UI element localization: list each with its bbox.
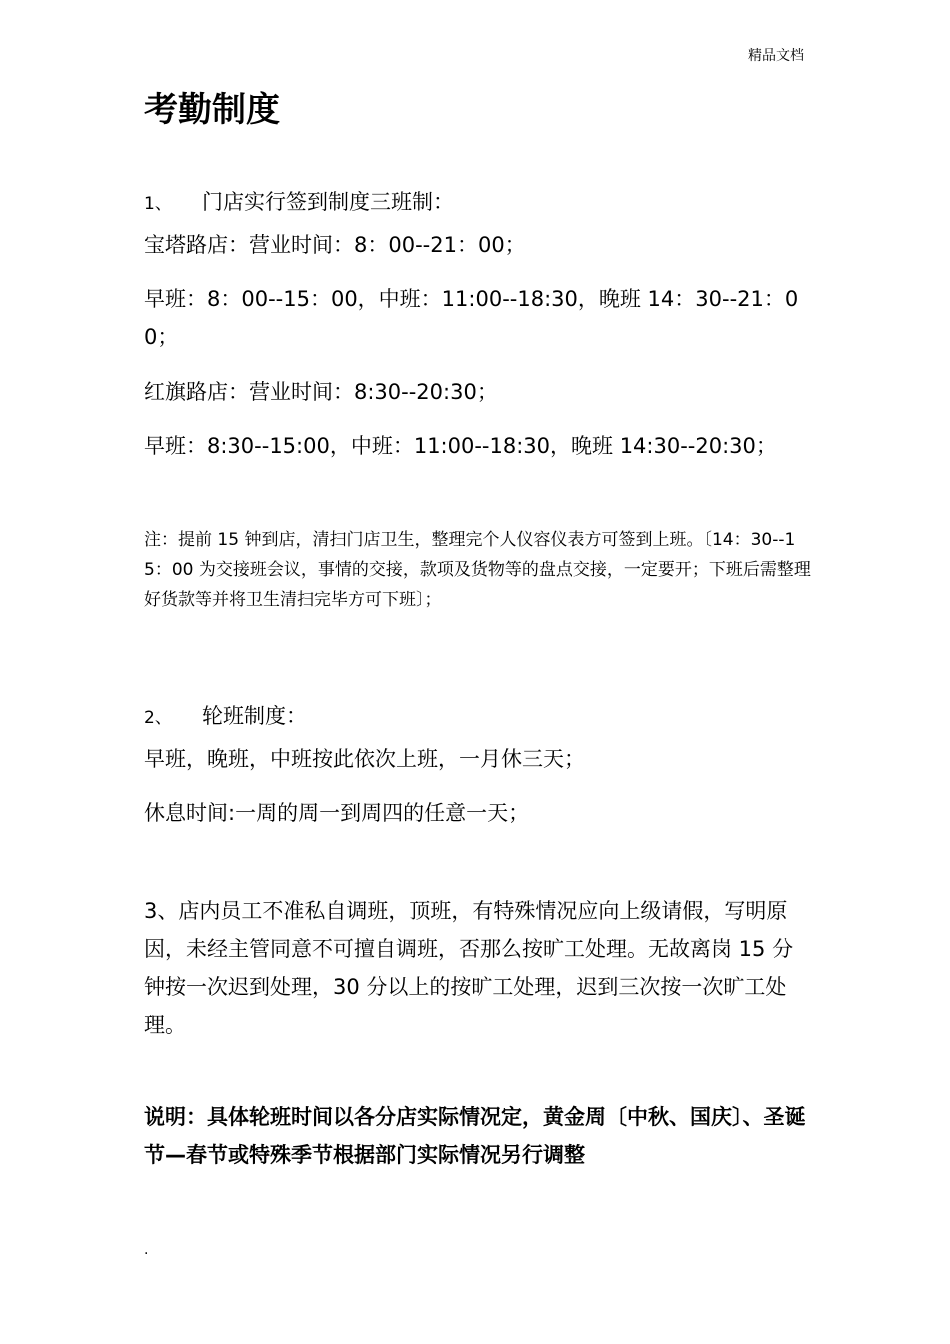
baota-shift-times: 早班：8：00--15：00，中班：11:00--18:30，晚班 14：30--21：00；	[144, 287, 799, 349]
sign-in-note: 注：提前 15 钟到店，清扫门店卫生，整理完个人仪容仪表方可签到上班。〔14：30--15：00 为交接班会议，事情的交接，款项及货物等的盘点交接，一定要开；下班后需整理好货款等并将卫生清扫完毕方可下班〕；	[144, 530, 811, 610]
section-1-number: 1、	[144, 194, 172, 214]
baota-business-hours: 宝塔路店：营业时间：8：00--21：00；	[144, 233, 526, 257]
section-3-paragraph: 3、店内员工不准私自调班，顶班，有特殊情况应向上级请假，写明原因，未经主管同意不可擅自调班，否那么按旷工处理。无故离岗 15 分钟按一次迟到处理，30 分以上的按旷工处理，迟到三次按一次旷工处理。	[144, 899, 794, 1037]
section-2-number: 2、	[144, 708, 172, 728]
header-mark: 精品文档	[748, 48, 804, 64]
footer-mark: .	[144, 1242, 149, 1258]
section-2-heading	[144, 701, 307, 733]
section-1-heading	[144, 187, 454, 219]
section-2-title: 轮班制度：	[202, 704, 307, 728]
rest-day-rule: 休息时间:一周的周一到周四的任意一天；	[144, 801, 530, 825]
explanation-paragraph: 说明：具体轮班时间以各分店实际情况定，黄金周〔中秋、国庆〕、圣诞节—春节或特殊季节根据部门实际情况另行调整	[144, 1105, 806, 1167]
rotation-rule: 早班，晚班，中班按此依次上班，一月休三天；	[144, 747, 585, 771]
document-title: 考勤制度	[144, 90, 280, 130]
section-1-title: 门店实行签到制度三班制：	[202, 190, 454, 214]
hongqi-shift-times: 早班：8:30--15:00，中班：11:00--18:30，晚班 14:30--20:30；	[144, 434, 777, 458]
hongqi-business-hours: 红旗路店：营业时间：8:30--20:30；	[144, 380, 498, 404]
